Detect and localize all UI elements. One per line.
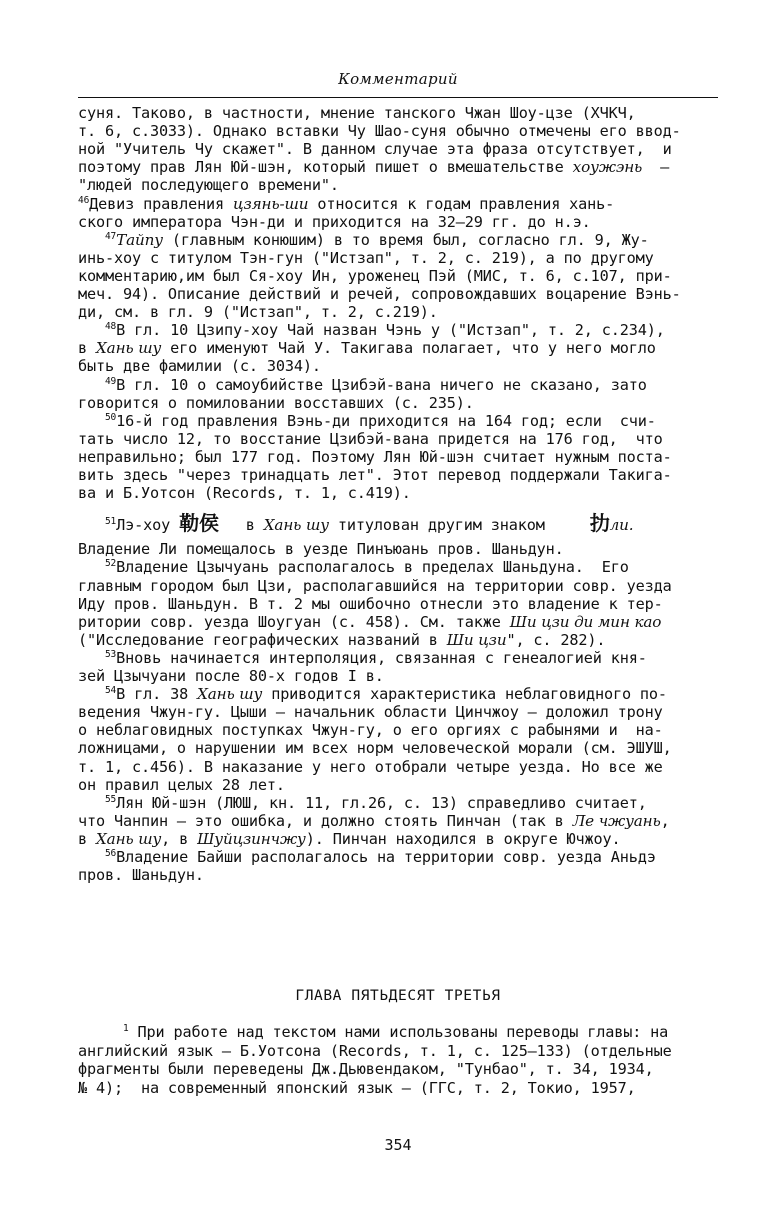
text-run: Девиз правления xyxy=(89,194,234,213)
text-run: в xyxy=(218,516,264,535)
text-run: В гл. 10 о самоубийстве Цзибэй-вана ничего не сказано, зато xyxy=(116,375,647,394)
text-run: в xyxy=(78,829,96,848)
text-line xyxy=(78,739,672,757)
note-number: 49 xyxy=(104,375,117,387)
text-run: т. 1, с.456). В наказание у него отобрали четыре уезда. Но все же xyxy=(78,757,663,776)
text-run: Владение Байши располагалось на территории совр. уезда Аньдэ xyxy=(116,848,656,866)
footnote-line xyxy=(78,1079,636,1097)
text-line xyxy=(78,577,672,595)
text-line xyxy=(78,158,669,176)
text-run xyxy=(78,516,105,534)
text-run: 16-й год правления Вэнь-ди приходится на 164 год; если счи- xyxy=(116,411,656,430)
text-run: При работе над текстом нами использованы переводы главы: на xyxy=(128,1023,669,1041)
text-line xyxy=(78,758,663,776)
text-run: ). Пинчан находился в округе Ючжоу. xyxy=(305,829,621,848)
note-number: 54 xyxy=(104,685,117,697)
text-run: ("Исследование географических названий в xyxy=(78,630,447,649)
text-run: (главным конюшим) в то время был, согласно гл. 9, Жу- xyxy=(162,230,649,249)
text-run: быть две фамилии (с. 3034). xyxy=(78,357,321,376)
text-run xyxy=(78,794,105,812)
text-run: ведения Чжун-гу. Цыши — начальник области Цинчжоу — доложил трону xyxy=(78,703,663,722)
text-line xyxy=(78,195,614,213)
text-run: говорится о помиловании восставших (с. 235). xyxy=(78,393,474,412)
text-run: в xyxy=(78,339,96,358)
text-run: ди, см. в гл. 9 ("Истзап", т. 2, с.219). xyxy=(78,303,438,322)
text-run: английский язык — Б.Уотсона (Records, т. 1, с. 125—133) (отдельные xyxy=(78,1041,672,1060)
italic-title: Хань шу xyxy=(263,516,329,535)
text-run: , xyxy=(660,811,670,830)
text-run: что Чанпин — это ошибка, и должно стоять Пинчан (так в xyxy=(78,811,573,830)
text-line xyxy=(78,631,605,649)
note-number: 46 xyxy=(78,194,90,206)
text-line xyxy=(78,122,681,140)
text-run: инь-хоу с титулом Тэн-гун ("Истзап", т. 2, с. 219), а по другому xyxy=(78,248,654,267)
text-line xyxy=(78,595,663,613)
text-run: Иду пров. Шаньдун. В т. 2 мы ошибочно отнесли это владение к тер- xyxy=(78,594,663,613)
text-run xyxy=(78,558,105,576)
text-run: ной "Учитель Чу скажет". В данном случае эта фраза отсутствует, и xyxy=(78,140,672,159)
text-run: ложницами, о нарушении им всех норм человеческой морали (см. ЭШУШ, xyxy=(78,739,672,758)
italic-title: Ле чжуань xyxy=(572,811,661,830)
italic-title: Хань шу xyxy=(197,685,263,704)
note-number: 1 xyxy=(122,1023,129,1034)
text-line xyxy=(78,866,204,884)
chapter-title: ГЛАВА ПЯТЬДЕСЯТ ТРЕТЬЯ xyxy=(295,988,501,1004)
text-line xyxy=(78,176,339,194)
text-run xyxy=(78,685,105,703)
text-run: , в xyxy=(161,829,198,848)
text-run: приводится характеристика неблаговидного по- xyxy=(262,685,667,704)
text-line xyxy=(78,794,647,812)
text-run: зей Цзычуани после 80-х годов I в. xyxy=(78,667,384,685)
note-number: 53 xyxy=(104,648,117,660)
text-run: суня. Таково, в частности, мнение танского Чжан Шоу-цзе (ХЧКЧ, xyxy=(78,104,636,122)
text-run: "людей последующего времени". xyxy=(78,176,339,195)
text-run xyxy=(78,412,105,430)
note-number: 50 xyxy=(104,411,117,423)
italic-title: ли. xyxy=(609,516,634,535)
chinese-characters: 勒侯 xyxy=(179,511,219,536)
note-number: 56 xyxy=(104,848,117,859)
page-number: 354 xyxy=(384,1136,412,1154)
note-number: 55 xyxy=(104,793,117,805)
italic-title: Шуйцзинчжу xyxy=(197,829,306,848)
text-line xyxy=(78,321,665,339)
text-run: Вновь начинается интерполяция, связанная с генеалогией кня- xyxy=(116,648,647,667)
text-run: Владение Ли помещалось в уезде Пинъюань пров. Шаньдун. xyxy=(78,540,564,559)
note-number: 52 xyxy=(104,558,117,570)
italic-title: Хань шу xyxy=(96,829,162,848)
italic-title: цзянь-ши xyxy=(233,194,309,213)
text-run: он правил целых 28 лет. xyxy=(78,775,285,794)
text-line xyxy=(78,231,649,249)
text-run: ритории совр. уезда Шоугуан (с. 458). См. также xyxy=(78,612,510,631)
chinese-characters: 扐 xyxy=(589,511,610,536)
note-number: 48 xyxy=(104,321,117,333)
header-rule xyxy=(78,97,718,98)
text-run: комментарию,им был Ся-хоу Ин, уроженец Пэй (МИС, т. 6, с.107, при- xyxy=(78,266,672,285)
text-line xyxy=(78,848,656,866)
text-run: относится к годам правления хань- xyxy=(308,194,615,213)
text-line xyxy=(78,667,384,685)
text-run: титулован другим знаком xyxy=(328,516,590,535)
text-run xyxy=(78,376,105,394)
text-run xyxy=(78,321,105,339)
text-line xyxy=(78,613,661,631)
text-line xyxy=(78,558,629,576)
italic-title: Ши цзи xyxy=(446,630,507,649)
text-line xyxy=(78,703,663,721)
text-line xyxy=(78,285,681,303)
text-line xyxy=(78,339,656,357)
text-run: тать число 12, то восстание Цзибэй-вана придется на 176 год, что xyxy=(78,429,663,448)
text-run: неправильно; был 177 год. Поэтому Лян Юй-шэн считает нужным поста- xyxy=(78,447,672,466)
text-run: пров. Шаньдун. xyxy=(78,866,204,885)
text-run: Владение Цзычуань располагалось в пределах Шаньдуна. Его xyxy=(116,558,629,577)
text-line xyxy=(78,484,411,502)
text-line xyxy=(78,812,670,830)
text-line xyxy=(78,267,672,285)
text-line xyxy=(78,830,621,848)
text-run: — xyxy=(642,158,670,177)
text-line xyxy=(78,249,654,267)
text-line xyxy=(78,303,438,321)
text-run: фрагменты были переведены Дж.Дьювендаком, "Тунбао", т. 34, 1934, xyxy=(78,1060,654,1078)
text-line xyxy=(78,430,663,448)
text-line xyxy=(78,649,647,667)
text-line xyxy=(78,213,591,231)
text-run: ского императора Чэн-ди и приходится на 32—29 гг. до н.э. xyxy=(78,212,591,231)
text-run xyxy=(78,649,105,667)
note-number: 47 xyxy=(104,230,117,242)
text-line xyxy=(78,685,667,703)
text-line xyxy=(78,466,672,484)
italic-title: Ши цзи ди мин као xyxy=(509,612,662,631)
footnote-line xyxy=(78,1023,668,1041)
text-run: о неблаговидных поступках Чжун-гу, о его оргиях с рабынями и на- xyxy=(78,721,663,740)
text-line xyxy=(78,376,647,394)
text-line xyxy=(78,104,636,122)
text-line xyxy=(78,540,564,558)
text-line xyxy=(78,776,285,794)
text-run: Лэ-хоу xyxy=(116,516,180,535)
note-number: 51 xyxy=(104,516,117,528)
text-line xyxy=(78,140,672,158)
text-run xyxy=(78,848,105,866)
text-line xyxy=(78,721,663,739)
text-run: ва и Б.Уотсон (Records, т. 1, с.419). xyxy=(78,484,411,503)
footnote-line xyxy=(78,1060,654,1078)
text-run: вить здесь "через тринадцать лет". Этот перевод поддержали Такига- xyxy=(78,466,672,484)
text-run: главным городом был Цзи, располагавшийся на территории совр. уезда xyxy=(78,576,672,595)
text-line xyxy=(78,511,634,536)
text-line xyxy=(78,412,656,430)
text-line xyxy=(78,357,321,375)
text-run: ", с. 282). xyxy=(506,630,606,649)
text-line xyxy=(78,394,474,412)
italic-title: Тайпу xyxy=(116,230,163,249)
text-line xyxy=(78,448,672,466)
text-run: т. 6, с.3033). Однако вставки Чу Шао-суня обычно отмечены его ввод- xyxy=(78,122,681,141)
text-run: поэтому прав Лян Юй-шэн, который пишет о вмешательстве xyxy=(78,158,573,177)
text-run: № 4); на современный японский язык — (ГГС, т. 2, Токио, 1957, xyxy=(78,1078,636,1097)
text-run xyxy=(78,231,105,249)
text-run: В гл. 38 xyxy=(116,685,198,704)
text-run: В гл. 10 Цзипу-хоу Чай назван Чэнь у ("Истзап", т. 2, с.234), xyxy=(116,321,665,340)
text-run xyxy=(78,1023,123,1041)
text-run: Лян Юй-шэн (ЛЮШ, кн. 11, гл.26, с. 13) справедливо считает, xyxy=(116,793,647,812)
text-run: его именуют Чай У. Такигава полагает, что у него могло xyxy=(161,339,656,358)
running-header: Комментарий xyxy=(338,70,458,88)
italic-title: Хань шу xyxy=(96,339,162,358)
italic-title: хоужэнь xyxy=(572,158,643,177)
footnote-line xyxy=(78,1042,672,1060)
text-run: меч. 94). Описание действий и речей, сопровождавших воцарение Вэнь- xyxy=(78,285,681,303)
